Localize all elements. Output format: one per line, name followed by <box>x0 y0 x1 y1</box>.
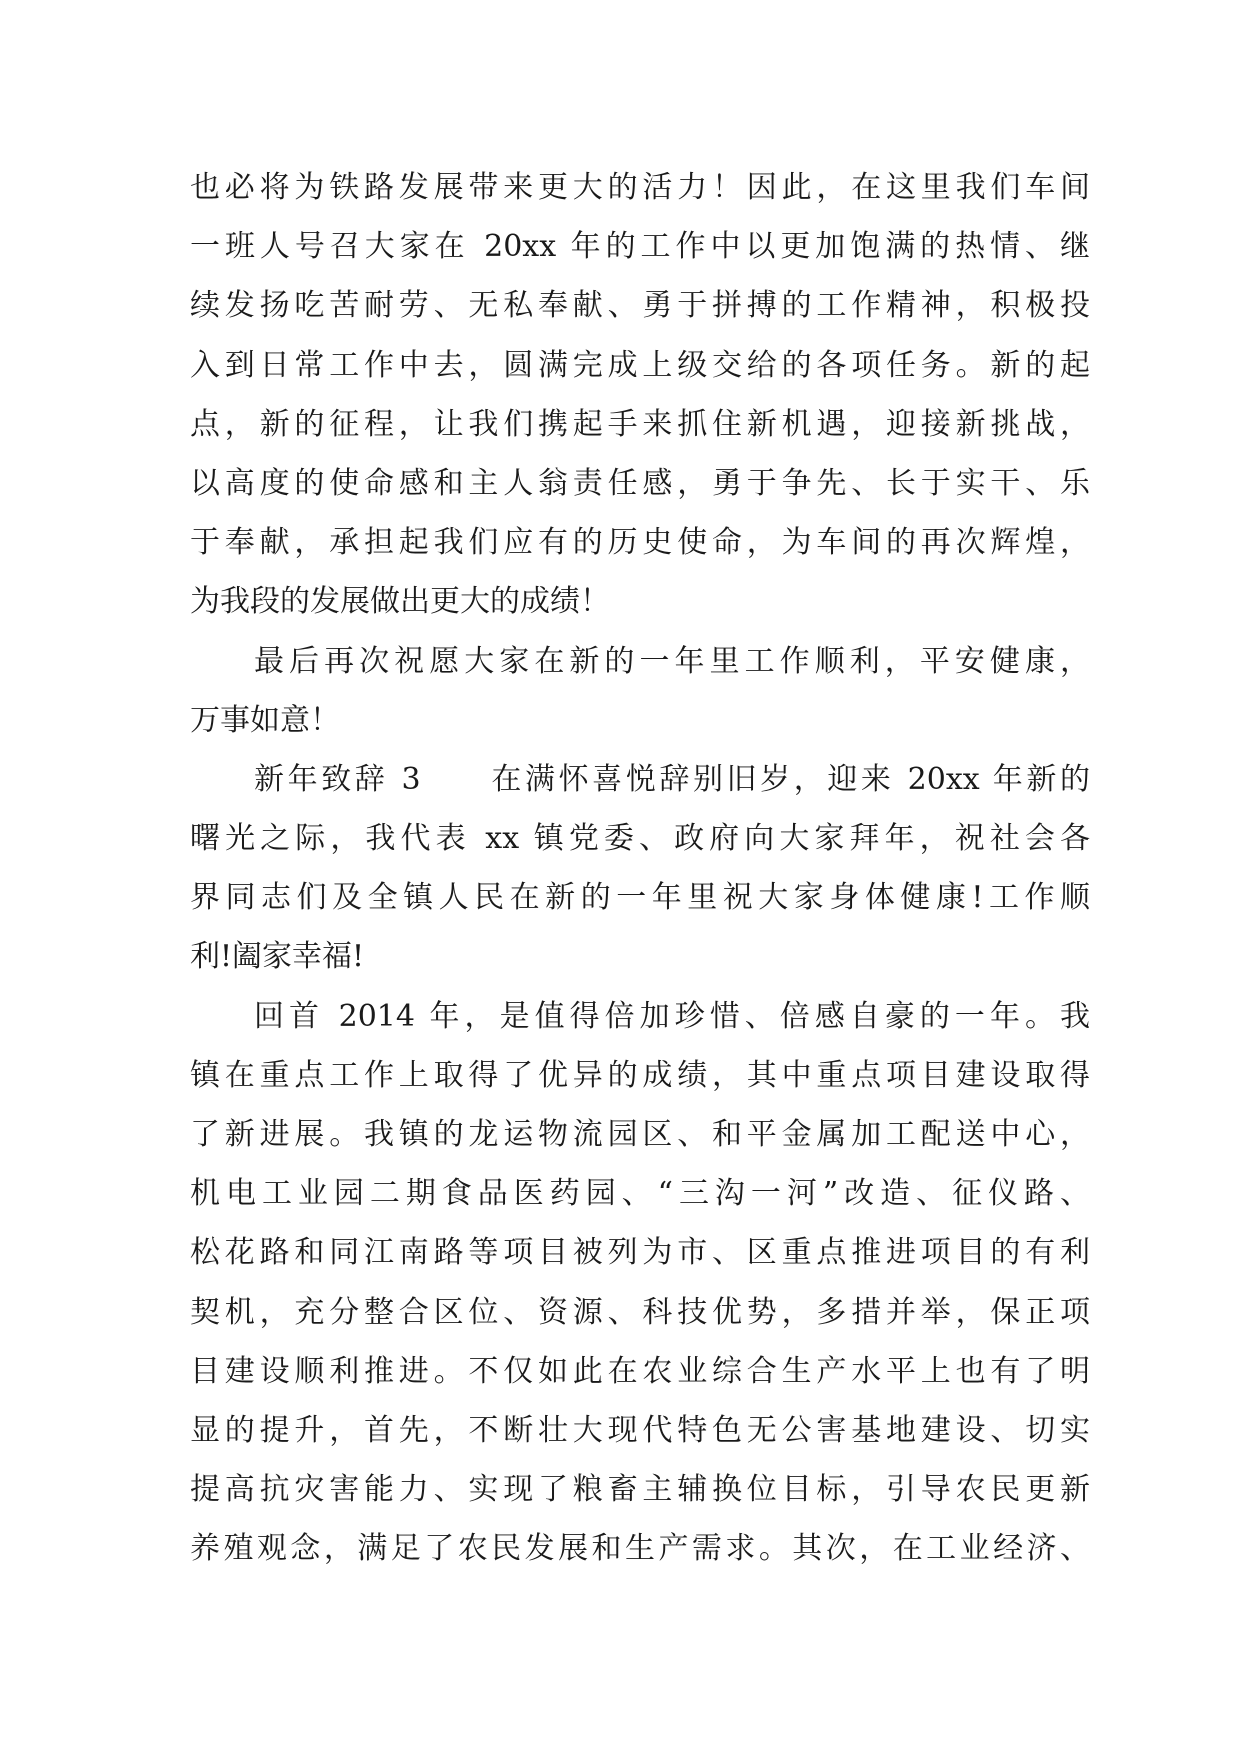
text-line: 了新进展。我镇的龙运物流园区、和平金属加工配送中心， <box>190 1117 1090 1152</box>
text-line: 界同志们及全镇人民在新的一年里祝大家身体健康!工作顺 <box>190 880 1090 916</box>
text-line: 以高度的使命感和主人翁责任感，勇于争先、长于实干、乐 <box>190 465 1090 501</box>
text-line: 提高抗灾害能力、实现了粮畜主辅换位目标，引导农民更新 <box>190 1472 1090 1508</box>
text-line: 养殖观念，满足了农民发展和生产需求。其次，在工业经济、 <box>190 1531 1090 1567</box>
text-line: 松花路和同江南路等项目被列为市、区重点推进项目的有利 <box>190 1235 1090 1271</box>
text-line: 回首 2014 年，是值得倍加珍惜、倍感自豪的一年。我 <box>254 998 1090 1034</box>
text-line: 入到日常工作中去，圆满完成上级交给的各项任务。新的起 <box>190 347 1090 383</box>
text-line: 镇在重点工作上取得了优异的成绩，其中重点项目建设取得 <box>190 1057 1090 1093</box>
body-text <box>190 158 1090 1579</box>
text-line: 万事如意！ <box>190 702 340 738</box>
text-line: 于奉献，承担起我们应有的历史使命，为车间的再次辉煌， <box>190 525 1090 561</box>
text-line: 续发扬吃苦耐劳、无私奉献、勇于拼搏的工作精神，积极投 <box>190 288 1090 324</box>
text-line: 利!阖家幸福! <box>190 939 365 975</box>
text-line: 点，新的征程，让我们携起手来抓住新机遇，迎接新挑战， <box>190 406 1090 442</box>
text-line: 机电工业园二期食品医药园、“三沟一河”改造、征仪路、 <box>190 1176 1090 1212</box>
text-line: 曙光之际，我代表 xx 镇党委、政府向大家拜年，祝社会各 <box>190 821 1090 857</box>
text-line: 最后再次祝愿大家在新的一年里工作顺利，平安健康， <box>254 643 1090 679</box>
text-line: 显的提升，首先，不断壮大现代特色无公害基地建设、切实 <box>190 1412 1090 1448</box>
text-line: 新年致辞 3 在满怀喜悦辞别旧岁，迎来 20xx 年新的 <box>254 761 1090 797</box>
text-line: 契机，充分整合区位、资源、科技优势，多措并举，保正项 <box>190 1294 1090 1330</box>
text-line: 也必将为铁路发展带来更大的活力！因此，在这里我们车间 <box>190 170 1090 205</box>
text-line: 为我段的发展做出更大的成绩！ <box>190 584 610 620</box>
text-line: 一班人号召大家在 20xx 年的工作中以更加饱满的热情、继 <box>190 229 1090 265</box>
text-line: 目建设顺利推进。不仅如此在农业综合生产水平上也有了明 <box>190 1353 1090 1389</box>
